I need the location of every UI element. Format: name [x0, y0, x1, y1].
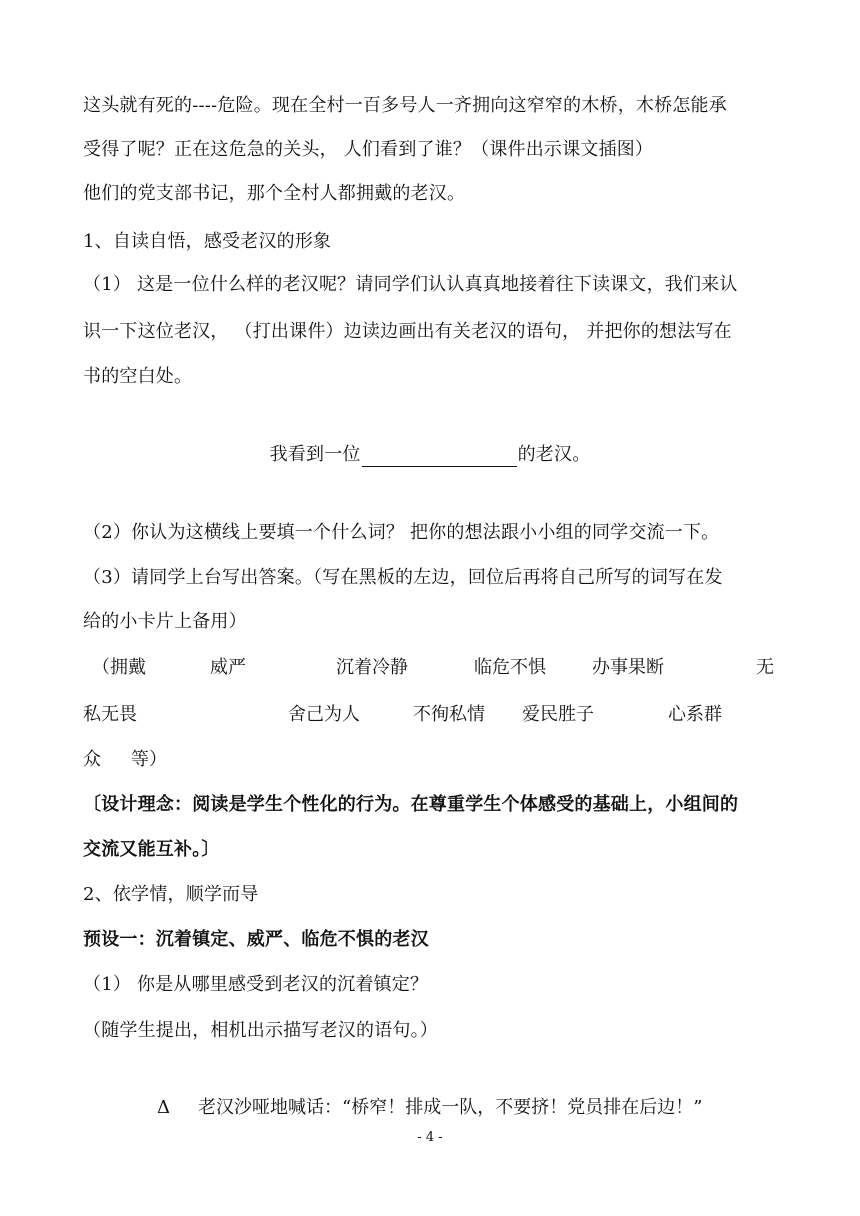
section-heading: 1、自读自悟，感受老汉的形象 [83, 231, 332, 252]
paragraph-line: （2）你认为这横线上要填一个什么词？ 把你的想法跟小小组的同学交流一下。 [83, 522, 720, 543]
answer-word: 爱民胜子 [522, 704, 594, 725]
paragraph-line: 给的小卡片上备用） [83, 611, 247, 632]
delta-bullet: Δ [157, 1097, 170, 1118]
section-heading: 2、依学情，顺学而导 [83, 884, 259, 905]
fill-in-sentence [0, 443, 860, 467]
answer-word: 不徇私情 [413, 704, 485, 725]
answer-word: 无 [756, 657, 774, 678]
answer-word: 等） [131, 749, 167, 770]
answer-word: （拥戴 [92, 657, 146, 678]
paragraph-line: （1） 你是从哪里感受到老汉的沉着镇定？ [83, 974, 429, 995]
design-note: 交流又能互补。〕 [83, 839, 220, 860]
page-number: - 4 - [417, 1130, 443, 1145]
answer-word: 心系群 [668, 704, 722, 725]
design-note: 〔设计理念：阅读是学生个性化的行为。在尊重学生个体感受的基础上，小组间的 [83, 794, 739, 815]
paragraph-line: 这头就有死的----危险。现在全村一百多号人一齐拥向这窄窄的木桥，木桥怎能承 [83, 95, 727, 116]
answer-word: 舍己为人 [288, 704, 360, 725]
paragraph-line: 识一下这位老汉， （打出课件）边读边画出有关老汉的语句， 并把你的想法写在 [83, 321, 732, 342]
answer-word: 众 [83, 749, 101, 770]
answer-word: 临危不惧 [474, 657, 546, 678]
paragraph-line: 他们的党支部书记，那个全村人都拥戴的老汉。 [83, 183, 466, 204]
answer-word: 沉着冷静 [336, 657, 408, 678]
fill-in-suffix: 的老汉。 [517, 444, 591, 465]
answer-word: 办事果断 [592, 657, 664, 678]
paragraph-line: （随学生提出，相机出示描写老汉的语句。） [83, 1020, 438, 1041]
answer-word: 威严 [210, 657, 246, 678]
paragraph-line: （1） 这是一位什么样的老汉呢？请同学们认认真真地接着往下读课文，我们来认 [83, 274, 738, 295]
paragraph-line: 受得了呢？正在这危急的关头， 人们看到了谁？（课件出示课文插图） [83, 139, 654, 160]
fill-in-prefix: 我看到一位 [269, 444, 361, 465]
paragraph-line: 书的空白处。 [83, 366, 193, 387]
paragraph-line: （3）请同学上台写出答案。（写在黑板的左边，回位后再将自己所写的词写在发 [83, 567, 723, 588]
answer-word: 私无畏 [83, 704, 137, 725]
preset-heading: 预设一：沉着镇定、威严、临危不惧的老汉 [83, 929, 429, 950]
fill-in-blank [362, 448, 517, 467]
quote-line: 老汉沙哑地喊话：“桥窄！排成一队，不要挤！党员排在后边！” [198, 1097, 703, 1118]
